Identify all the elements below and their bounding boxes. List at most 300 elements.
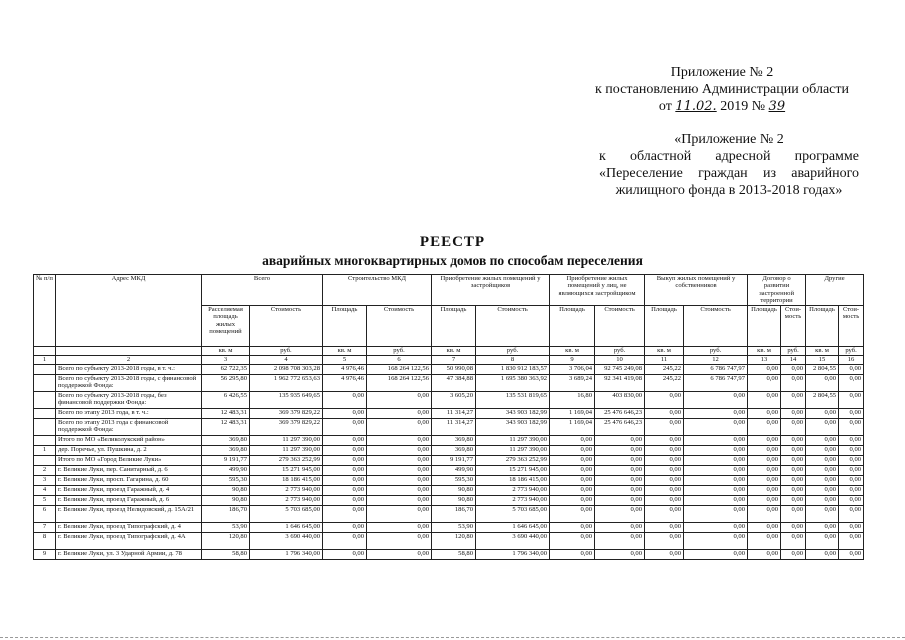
row-value: 1 830 912 183,57 [476, 365, 550, 375]
row-value: 120,80 [432, 533, 476, 550]
unit-cell: кв. м [202, 347, 250, 356]
row-value: 0,00 [839, 446, 864, 456]
row-value: 47 384,88 [432, 375, 476, 392]
row-value: 0,00 [684, 550, 748, 560]
row-address: г. Великие Луки, проезд Гаражный, д. 4 [56, 486, 202, 496]
row-value: 403 830,00 [595, 392, 645, 409]
row-value: 0,00 [839, 456, 864, 466]
row-value: 2 773 940,00 [250, 486, 323, 496]
row-value: 0,00 [323, 476, 367, 486]
table-row [34, 419, 864, 436]
unit-cell: руб. [250, 347, 323, 356]
row-value: 4 976,46 [323, 375, 367, 392]
row-value: 0,00 [367, 476, 432, 486]
row-value: 9 191,77 [202, 456, 250, 466]
column-number: 4 [250, 356, 323, 365]
row-value: 15 271 945,00 [476, 466, 550, 476]
row-value: 0,00 [550, 446, 595, 456]
column-number: 2 [56, 356, 202, 365]
column-number: 16 [839, 356, 864, 365]
row-value: 25 476 646,23 [595, 419, 645, 436]
row-value: 499,90 [202, 466, 250, 476]
row-value: 15 271 945,00 [250, 466, 323, 476]
column-number: 15 [806, 356, 839, 365]
column-number: 11 [645, 356, 684, 365]
table-row [34, 523, 864, 533]
row-value: 6 786 747,97 [684, 375, 748, 392]
row-value: 135 531 819,65 [476, 392, 550, 409]
row-number [34, 456, 56, 466]
row-value: 279 363 252,99 [476, 456, 550, 466]
row-value: 0,00 [645, 456, 684, 466]
row-value: 0,00 [684, 456, 748, 466]
row-value: 0,00 [595, 436, 645, 446]
row-value: 90,80 [202, 486, 250, 496]
unit-cell: руб. [781, 347, 806, 356]
row-value: 0,00 [645, 466, 684, 476]
row-address: г. Великие Луки, проезд Нелидовский, д. 15А/21 [56, 506, 202, 523]
row-value: 0,00 [645, 409, 684, 419]
row-value: 0,00 [839, 486, 864, 496]
row-value: 0,00 [645, 486, 684, 496]
column-number: 9 [550, 356, 595, 365]
row-value: 0,00 [748, 456, 781, 466]
row-value: 0,00 [550, 533, 595, 550]
unit-cell [34, 347, 56, 356]
row-value: 11 297 390,00 [476, 436, 550, 446]
row-value: 0,00 [367, 446, 432, 456]
row-value: 0,00 [645, 506, 684, 523]
subheader-area: Площадь [432, 306, 476, 347]
group-header-total: Всего [202, 275, 323, 306]
row-address: г. Великие Луки, пер. Санитарный, д. 6 [56, 466, 202, 476]
row-value: 0,00 [684, 476, 748, 486]
row-value: 369,80 [202, 436, 250, 446]
table-row [34, 506, 864, 523]
row-value: 0,00 [781, 523, 806, 533]
row-value: 0,00 [645, 523, 684, 533]
row-value: 0,00 [367, 466, 432, 476]
row-value: 0,00 [806, 466, 839, 476]
registry-title [0, 234, 905, 269]
row-value: 0,00 [323, 486, 367, 496]
table-row [34, 446, 864, 456]
row-value: 0,00 [806, 550, 839, 560]
row-value: 0,00 [781, 365, 806, 375]
row-value: 0,00 [645, 496, 684, 506]
row-value: 0,00 [748, 533, 781, 550]
column-number: 12 [684, 356, 748, 365]
row-number: 5 [34, 496, 56, 506]
row-value: 279 363 252,99 [250, 456, 323, 466]
row-value: 90,80 [202, 496, 250, 506]
table-row [34, 466, 864, 476]
column-header-address: Адрес МКД [56, 275, 202, 347]
row-value: 369 379 829,22 [250, 419, 323, 436]
unit-cell: кв. м [645, 347, 684, 356]
row-value: 0,00 [781, 419, 806, 436]
table-row [34, 392, 864, 409]
row-value: 168 264 122,56 [367, 365, 432, 375]
row-value: 0,00 [806, 496, 839, 506]
row-value: 0,00 [748, 476, 781, 486]
unit-cell [56, 347, 202, 356]
row-value: 0,00 [839, 375, 864, 392]
row-value: 92 745 249,08 [595, 365, 645, 375]
row-value: 0,00 [550, 486, 595, 496]
row-value: 0,00 [748, 446, 781, 456]
row-value: 0,00 [839, 476, 864, 486]
row-value: 3 706,04 [550, 365, 595, 375]
row-value: 0,00 [839, 466, 864, 476]
subheader-cost: Стои-мость [839, 306, 864, 347]
row-value: 0,00 [748, 523, 781, 533]
row-value: 0,00 [781, 486, 806, 496]
row-value: 0,00 [839, 496, 864, 506]
row-value: 0,00 [323, 466, 367, 476]
group-header-non-developer-purchase: Приобретение жилых помещений у лиц, не являющихся застройщиком [550, 275, 645, 306]
subheader-cost: Стоимость [250, 306, 323, 347]
appendix-header [587, 64, 857, 115]
table-header-row [34, 275, 864, 306]
row-value: 11 297 390,00 [476, 446, 550, 456]
row-value: 0,00 [323, 419, 367, 436]
row-value: 0,00 [323, 456, 367, 466]
row-value: 0,00 [781, 533, 806, 550]
row-value: 0,00 [684, 496, 748, 506]
scan-edge [0, 637, 905, 638]
row-value: 0,00 [323, 496, 367, 506]
row-address: дер. Поречье, ул. Пушкина, д. 2 [56, 446, 202, 456]
program-header [599, 131, 859, 199]
column-number: 5 [323, 356, 367, 365]
row-value: 0,00 [367, 533, 432, 550]
row-value: 0,00 [748, 486, 781, 496]
row-value: 50 990,08 [432, 365, 476, 375]
row-value: 0,00 [748, 466, 781, 476]
row-value: 0,00 [839, 523, 864, 533]
row-value: 0,00 [781, 456, 806, 466]
row-value: 53,90 [432, 523, 476, 533]
subheader-cost: Стоимость [367, 306, 432, 347]
row-value: 0,00 [550, 496, 595, 506]
row-value: 16,80 [550, 392, 595, 409]
table-row [34, 533, 864, 550]
row-value: 0,00 [781, 466, 806, 476]
row-value: 0,00 [839, 392, 864, 409]
row-address: г. Великие Луки, ул. 3 Ударной Армии, д. 78 [56, 550, 202, 560]
row-value: 0,00 [645, 550, 684, 560]
row-value: 343 903 182,99 [476, 419, 550, 436]
row-value: 0,00 [781, 550, 806, 560]
row-value: 3 690 440,00 [250, 533, 323, 550]
row-number: 8 [34, 533, 56, 550]
unit-cell: кв. м [748, 347, 781, 356]
row-address: г. Великие Луки, проезд Типографский, д. 4 [56, 523, 202, 533]
row-value: 0,00 [806, 506, 839, 523]
row-address: г. Великие Луки, просп. Гагарина, д. 60 [56, 476, 202, 486]
row-value: 0,00 [684, 486, 748, 496]
row-value: 62 722,35 [202, 365, 250, 375]
column-number: 14 [781, 356, 806, 365]
column-number: 1 [34, 356, 56, 365]
column-header-no: № п/п [34, 275, 56, 347]
row-value: 0,00 [806, 446, 839, 456]
subheader-area: Площадь [550, 306, 595, 347]
row-value: 0,00 [839, 506, 864, 523]
row-value: 0,00 [839, 436, 864, 446]
row-value: 0,00 [595, 550, 645, 560]
row-value: 0,00 [323, 409, 367, 419]
program-line-3: «Переселение граждан из аварийного [599, 166, 859, 181]
row-value: 0,00 [645, 436, 684, 446]
row-value: 12 483,31 [202, 419, 250, 436]
table-row [34, 486, 864, 496]
row-value: 0,00 [684, 506, 748, 523]
row-value: 0,00 [595, 496, 645, 506]
row-value: 0,00 [748, 506, 781, 523]
row-value: 3 689,24 [550, 375, 595, 392]
row-value: 0,00 [550, 436, 595, 446]
row-value: 1 169,04 [550, 419, 595, 436]
row-value: 0,00 [806, 476, 839, 486]
unit-cell: руб. [839, 347, 864, 356]
row-value: 0,00 [645, 476, 684, 486]
row-value: 0,00 [550, 523, 595, 533]
row-value: 168 264 122,56 [367, 375, 432, 392]
unit-cell: руб. [684, 347, 748, 356]
row-value: 0,00 [781, 506, 806, 523]
row-value: 9 191,77 [432, 456, 476, 466]
row-value: 0,00 [645, 533, 684, 550]
row-value: 369,80 [432, 436, 476, 446]
row-value: 0,00 [839, 419, 864, 436]
row-value: 0,00 [684, 533, 748, 550]
row-value: 245,22 [645, 365, 684, 375]
row-value: 11 297 390,00 [250, 446, 323, 456]
row-value: 0,00 [806, 486, 839, 496]
row-address: г. Великие Луки, проезд Гаражный, д. 6 [56, 496, 202, 506]
unit-cell: кв. м [806, 347, 839, 356]
column-number: 3 [202, 356, 250, 365]
unit-cell: кв. м [550, 347, 595, 356]
row-value: 245,22 [645, 375, 684, 392]
row-number: 3 [34, 476, 56, 486]
row-value: 3 690 440,00 [476, 533, 550, 550]
row-number [34, 436, 56, 446]
column-number-row [34, 356, 864, 365]
row-value: 0,00 [595, 523, 645, 533]
row-value: 4 976,46 [323, 365, 367, 375]
row-value: 0,00 [323, 533, 367, 550]
table-row [34, 456, 864, 466]
row-value: 25 476 646,23 [595, 409, 645, 419]
subheader-area: Площадь [748, 306, 781, 347]
row-value: 0,00 [323, 436, 367, 446]
row-value: 1 796 340,00 [476, 550, 550, 560]
row-value: 369 379 829,22 [250, 409, 323, 419]
table-row [34, 496, 864, 506]
unit-cell: кв. м [432, 347, 476, 356]
column-number: 8 [476, 356, 550, 365]
column-number: 13 [748, 356, 781, 365]
row-value: 2 773 940,00 [476, 486, 550, 496]
row-number: 2 [34, 466, 56, 476]
row-value: 0,00 [781, 496, 806, 506]
appendix-resolution: к постановлению Администрации области [595, 82, 849, 97]
row-value: 0,00 [748, 375, 781, 392]
subheader-area: Площадь [323, 306, 367, 347]
group-header-developer-purchase: Приобретение жилых помещений у застройщиков [432, 275, 550, 306]
row-value: 0,00 [550, 466, 595, 476]
units-row [34, 347, 864, 356]
row-value: 0,00 [806, 456, 839, 466]
row-value: 0,00 [367, 486, 432, 496]
row-value: 1 695 380 363,92 [476, 375, 550, 392]
unit-cell: руб. [595, 347, 645, 356]
row-value: 1 646 645,00 [476, 523, 550, 533]
row-value: 0,00 [748, 409, 781, 419]
unit-cell: руб. [367, 347, 432, 356]
unit-cell: кв. м [323, 347, 367, 356]
row-value: 2 098 708 303,28 [250, 365, 323, 375]
row-value: 0,00 [781, 436, 806, 446]
row-value: 0,00 [748, 550, 781, 560]
row-value: 18 186 415,00 [250, 476, 323, 486]
row-value: 1 796 340,00 [250, 550, 323, 560]
row-value: 0,00 [323, 550, 367, 560]
row-address: Итого по МО «Город Великие Луки» [56, 456, 202, 466]
row-value: 90,80 [432, 496, 476, 506]
column-number: 10 [595, 356, 645, 365]
row-value: 1 646 645,00 [250, 523, 323, 533]
subheader-area: Площадь [645, 306, 684, 347]
row-value: 0,00 [367, 496, 432, 506]
row-value: 0,00 [367, 436, 432, 446]
row-value: 58,80 [202, 550, 250, 560]
row-value: 6 786 747,97 [684, 365, 748, 375]
row-value: 0,00 [367, 550, 432, 560]
row-number: 1 [34, 446, 56, 456]
group-header-construction: Строительство МКД [323, 275, 432, 306]
row-value: 0,00 [684, 466, 748, 476]
program-line-4: жилищного фонда в 2013-2018 годах» [615, 183, 843, 198]
row-value: 5 703 685,00 [476, 506, 550, 523]
row-value: 0,00 [806, 419, 839, 436]
row-value: 0,00 [367, 456, 432, 466]
registry-title-main: РЕЕСТР [419, 234, 486, 250]
row-value: 1 169,04 [550, 409, 595, 419]
row-value: 595,30 [202, 476, 250, 486]
row-value: 0,00 [367, 392, 432, 409]
row-value: 0,00 [806, 523, 839, 533]
row-value: 0,00 [806, 436, 839, 446]
group-header-other: Другие [806, 275, 864, 306]
row-value: 0,00 [748, 365, 781, 375]
row-value: 186,70 [432, 506, 476, 523]
subheader-cost: Стоимость [476, 306, 550, 347]
row-value: 0,00 [684, 392, 748, 409]
row-value: 0,00 [645, 392, 684, 409]
row-value: 0,00 [645, 419, 684, 436]
row-value: 2 773 940,00 [250, 496, 323, 506]
table-row [34, 550, 864, 560]
row-value: 0,00 [781, 446, 806, 456]
row-number: 4 [34, 486, 56, 496]
row-value: 369,80 [202, 446, 250, 456]
table-body [34, 365, 864, 560]
row-value: 0,00 [839, 409, 864, 419]
row-value: 135 935 649,65 [250, 392, 323, 409]
row-value: 0,00 [595, 533, 645, 550]
unit-cell: руб. [476, 347, 550, 356]
row-value: 0,00 [806, 375, 839, 392]
handwritten-date: 11.02. [675, 99, 717, 114]
row-address: Итого по МО «Великолукский район» [56, 436, 202, 446]
row-value: 90,80 [432, 486, 476, 496]
row-value: 0,00 [684, 523, 748, 533]
appendix-title: Приложение № 2 [670, 65, 774, 80]
appendix-date-line: от 11.02. 2019 № 39 [658, 99, 786, 114]
row-value: 0,00 [367, 419, 432, 436]
row-value: 0,00 [839, 550, 864, 560]
row-number: 6 [34, 506, 56, 523]
row-value: 0,00 [550, 476, 595, 486]
subheader-cost: Стоимость [595, 306, 645, 347]
table-row [34, 476, 864, 486]
row-number: 7 [34, 523, 56, 533]
row-value: 499,90 [432, 466, 476, 476]
row-value: 11 314,27 [432, 419, 476, 436]
row-value: 0,00 [323, 523, 367, 533]
row-value: 53,90 [202, 523, 250, 533]
row-address: г. Великие Луки, проезд Типографский, д. 4А [56, 533, 202, 550]
row-address: Всего по этапу 2013 года с финансовой поддержкой Фонда: [56, 419, 202, 436]
row-value: 18 186 415,00 [476, 476, 550, 486]
column-number: 7 [432, 356, 476, 365]
row-value: 0,00 [748, 392, 781, 409]
program-line-2: к областной адресной программе [599, 149, 859, 164]
row-value: 0,00 [595, 456, 645, 466]
row-value: 5 703 685,00 [250, 506, 323, 523]
row-value: 0,00 [781, 392, 806, 409]
table-row [34, 365, 864, 375]
row-value: 0,00 [550, 506, 595, 523]
row-value: 0,00 [806, 533, 839, 550]
handwritten-number: 39 [768, 99, 786, 114]
row-value: 0,00 [645, 446, 684, 456]
subheader-cost: Стои-мость [781, 306, 806, 347]
row-value: 343 903 182,99 [476, 409, 550, 419]
group-header-buyout: Выкуп жилых помещений у собственников [645, 275, 748, 306]
row-value: 0,00 [748, 436, 781, 446]
row-number [34, 409, 56, 419]
row-value: 595,30 [432, 476, 476, 486]
row-value: 0,00 [550, 550, 595, 560]
row-value: 369,80 [432, 446, 476, 456]
row-value: 0,00 [595, 446, 645, 456]
row-value: 2 804,55 [806, 365, 839, 375]
row-value: 0,00 [595, 506, 645, 523]
row-number: 9 [34, 550, 56, 560]
registry-table [33, 274, 864, 560]
subheader-total-area: Расселяемая площадь жилых помещений [202, 306, 250, 347]
row-value: 0,00 [684, 409, 748, 419]
row-value: 58,80 [432, 550, 476, 560]
row-value: 0,00 [684, 446, 748, 456]
column-number: 6 [367, 356, 432, 365]
row-number [34, 419, 56, 436]
